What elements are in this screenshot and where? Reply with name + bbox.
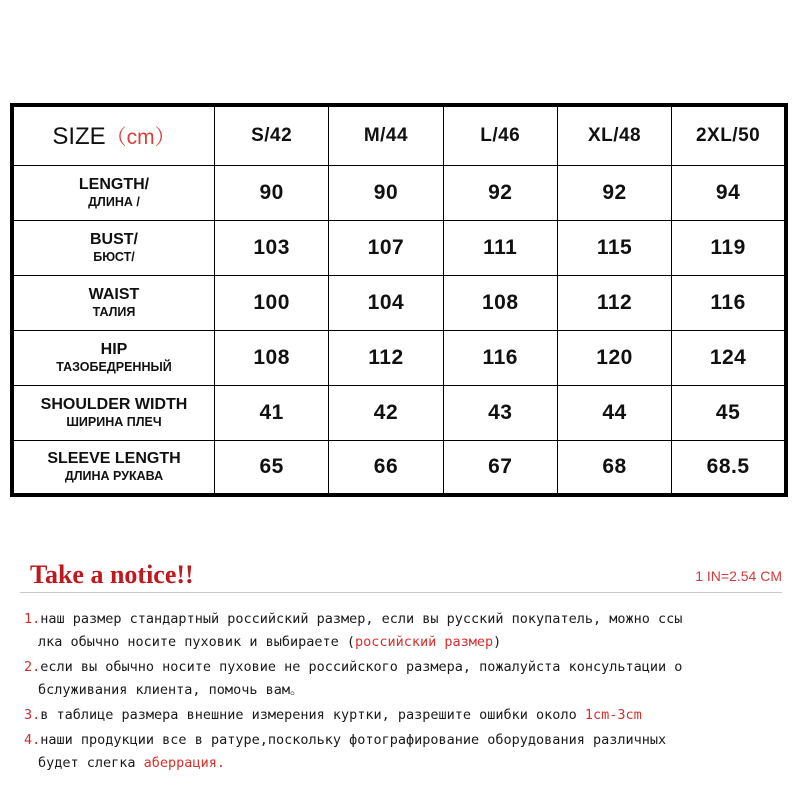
note-highlight: российский размер	[354, 634, 494, 650]
row-label	[12, 220, 215, 275]
table-cell: 115	[557, 220, 671, 275]
row-label	[12, 385, 215, 440]
row-label-en: SLEEVE LENGTH	[47, 450, 181, 468]
row-label-ru: ДЛИНА /	[88, 195, 140, 209]
row-label	[12, 330, 215, 385]
row-label	[12, 275, 215, 330]
column-header: XL/48	[557, 105, 671, 165]
column-header: 2XL/50	[672, 105, 786, 165]
note-highlight: аберрация.	[143, 755, 225, 771]
table-cell: 92	[443, 165, 557, 220]
row-label	[12, 165, 215, 220]
table-row	[12, 385, 786, 440]
table-cell: 104	[329, 275, 443, 330]
note-number: 3.	[24, 707, 41, 723]
table-cell: 100	[215, 275, 329, 330]
size-chart-table	[10, 103, 788, 497]
column-header: S/42	[215, 105, 329, 165]
row-label-en: BUST/	[90, 231, 138, 248]
header-row	[12, 105, 786, 165]
note-text: )	[493, 634, 502, 650]
table-cell: 90	[329, 165, 443, 220]
table-cell: 45	[672, 385, 786, 440]
table-cell: 41	[215, 385, 329, 440]
note-text: бслуживания клиента, помочь вам。	[38, 682, 304, 698]
table-cell: 68.5	[672, 440, 786, 495]
notice-title: Take a notice!!	[30, 560, 194, 589]
row-label-ru: ДЛИНА РУКАВА	[64, 469, 164, 484]
table-cell: 108	[443, 275, 557, 330]
table-cell: 107	[329, 220, 443, 275]
column-header: M/44	[329, 105, 443, 165]
table-row	[12, 275, 786, 330]
table-cell: 92	[557, 165, 671, 220]
table-cell: 65	[215, 440, 329, 495]
note-continuation	[24, 679, 786, 702]
unit-conversion: 1 IN=2.54 CM	[695, 568, 782, 584]
note-text: лка обычно носите пуховик и выбираете (	[38, 634, 355, 650]
note-continuation	[24, 752, 786, 775]
divider	[20, 592, 782, 593]
table-cell: 108	[215, 330, 329, 385]
table-cell: 119	[672, 220, 786, 275]
table-cell: 124	[672, 330, 786, 385]
notes-list	[24, 608, 786, 777]
table-cell: 68	[557, 440, 671, 495]
table-cell: 42	[329, 385, 443, 440]
table-row	[12, 220, 786, 275]
table-cell: 90	[215, 165, 329, 220]
row-label-ru: ТАЛИЯ	[92, 305, 136, 319]
note-item	[24, 704, 786, 727]
corner-cell	[12, 105, 215, 165]
table-cell: 103	[215, 220, 329, 275]
table-cell: 111	[443, 220, 557, 275]
note-text: наш размер стандартный российский размер, если вы русский покупатель, можно ссы	[40, 611, 683, 627]
note-number: 4.	[24, 732, 41, 748]
table-cell: 112	[557, 275, 671, 330]
table-cell: 94	[672, 165, 786, 220]
note-continuation	[24, 631, 786, 654]
table-cell: 44	[557, 385, 671, 440]
table-cell: 116	[443, 330, 557, 385]
note-item	[24, 729, 786, 775]
table-cell: 112	[329, 330, 443, 385]
table-row	[12, 440, 786, 495]
note-number: 1.	[24, 611, 41, 627]
table-cell: 120	[557, 330, 671, 385]
row-label-en: SHOULDER WIDTH	[40, 396, 188, 413]
note-text: если вы обычно носите пуховие не российского размера, пожалуйста консультации о	[40, 659, 683, 675]
note-text: в таблице размера внешние измерения куртки, разрешите ошибки около	[40, 707, 585, 723]
row-label-en: LENGTH/	[78, 176, 150, 193]
note-text: будет слегка	[38, 755, 144, 771]
table-cell: 116	[672, 275, 786, 330]
table-row	[12, 165, 786, 220]
note-text: наши продукции все в ратуре,поскольку фотографирование оборудования различных	[40, 732, 667, 748]
note-number: 2.	[24, 659, 41, 675]
note-item	[24, 608, 786, 654]
table-cell: 67	[443, 440, 557, 495]
note-highlight: 1cm-3cm	[584, 707, 642, 723]
row-label-ru: БЮСТ/	[93, 250, 135, 264]
row-label-ru: ШИРИНА ПЛЕЧ	[66, 415, 162, 429]
size-label: SIZE	[52, 122, 106, 150]
table-cell: 43	[443, 385, 557, 440]
unit-label: （cm）	[105, 125, 176, 149]
row-label-en: HIP	[100, 341, 128, 358]
row-label	[12, 440, 215, 495]
row-label-en: WAIST	[88, 286, 140, 303]
row-label-ru: ТАЗОБЕДРЕННЫЙ	[56, 360, 172, 374]
note-item	[24, 656, 786, 702]
table-cell: 66	[329, 440, 443, 495]
column-header: L/46	[443, 105, 557, 165]
table-row	[12, 330, 786, 385]
